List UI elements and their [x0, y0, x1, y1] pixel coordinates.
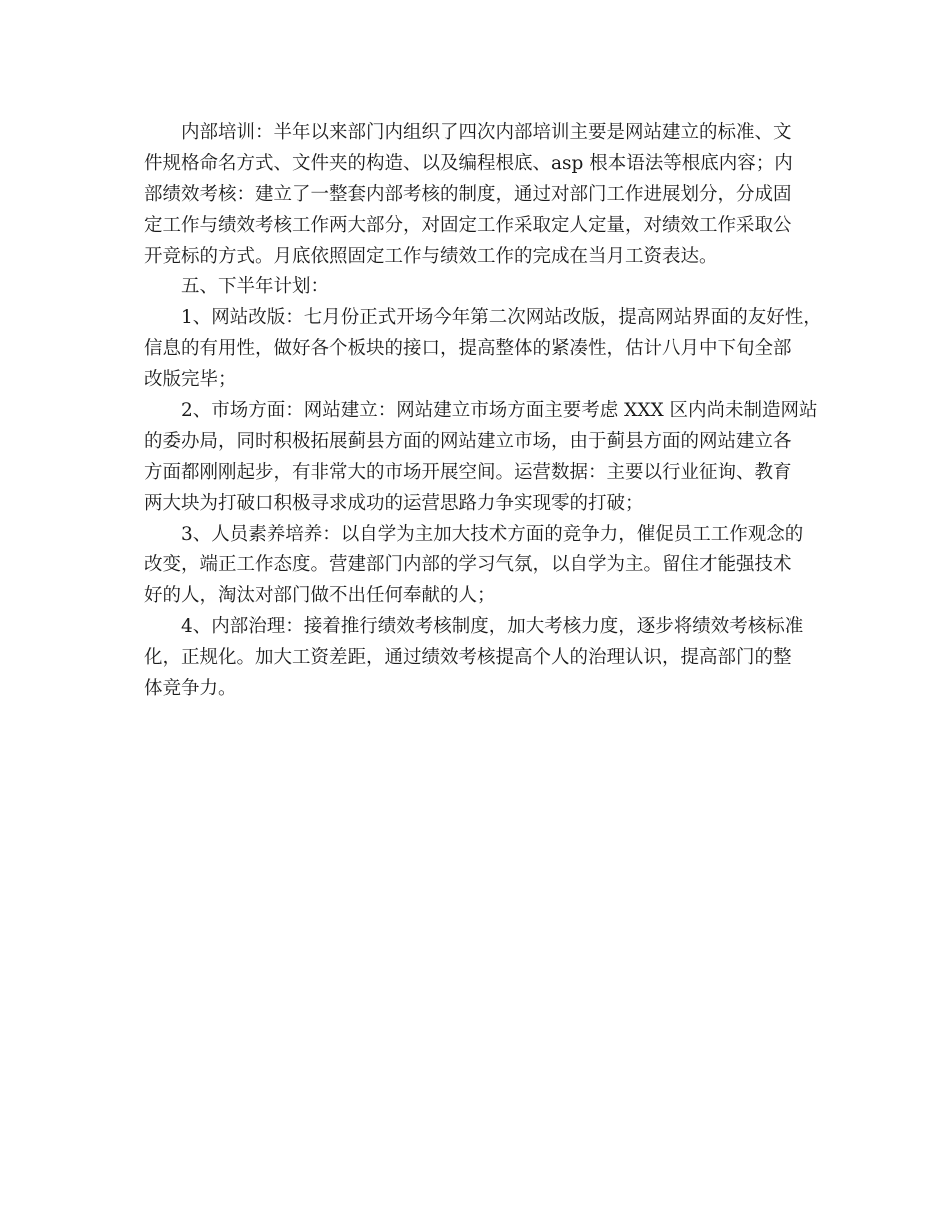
text-line: 开竞标的方式。月底依照固定工作与绩效工作的完成在当月工资表达。	[144, 245, 718, 267]
text-line: 体竞争力。	[144, 678, 237, 700]
text-line: 改变，端正工作态度。营建部门内部的学习气氛，以自学为主。留住才能强技术	[144, 554, 792, 576]
text-line: 两大块为打破口积极寻求成功的运营思路力争实现零的打破；	[144, 492, 644, 514]
text-line: 件规格命名方式、文件夹的构造、以及编程根底、asp 根本语法等根底内容；内	[144, 152, 793, 174]
text-line: 4、内部治理：接着推行绩效考核制度，加大考核力度，逐步将绩效考核标准	[181, 616, 804, 638]
body-text	[144, 118, 824, 705]
section-heading: 五、下半年计划：	[181, 276, 330, 298]
text-line: 2、市场方面：网站建立：网站建立市场方面主要考虑 XXX 区内尚未制造网站	[181, 400, 818, 422]
text-line: 好的人，淘汰对部门做不出任何奉献的人；	[144, 585, 496, 607]
text-line: 3、人员素养培养：以自学为主加大技术方面的竞争力，催促员工工作观念的	[181, 523, 804, 545]
text-line: 化，正规化。加大工资差距，通过绩效考核提高个人的治理认识，提高部门的整	[144, 647, 792, 669]
text-line: 内部培训：半年以来部门内组织了四次内部培训主要是网站建立的标准、文	[181, 122, 792, 143]
text-line: 的委办局，同时积极拓展蓟县方面的网站建立市场，由于蓟县方面的网站建立各	[144, 430, 792, 452]
text-line: 改版完毕；	[144, 369, 237, 391]
text-line: 部绩效考核：建立了一整套内部考核的制度，通过对部门工作进展划分，分成固	[144, 183, 792, 205]
text-line: 信息的有用性，做好各个板块的接口，提高整体的紧凑性，估计八月中下旬全部	[144, 338, 792, 360]
text-line: 定工作与绩效考核工作两大部分，对固定工作采取定人定量，对绩效工作采取公	[144, 214, 792, 236]
text-line: 方面都刚刚起步，有非常大的市场开展空间。运营数据：主要以行业征询、教育	[144, 461, 792, 483]
text-line: 1、网站改版：七月份正式开场今年第二次网站改版，提高网站界面的友好性，	[181, 307, 822, 329]
